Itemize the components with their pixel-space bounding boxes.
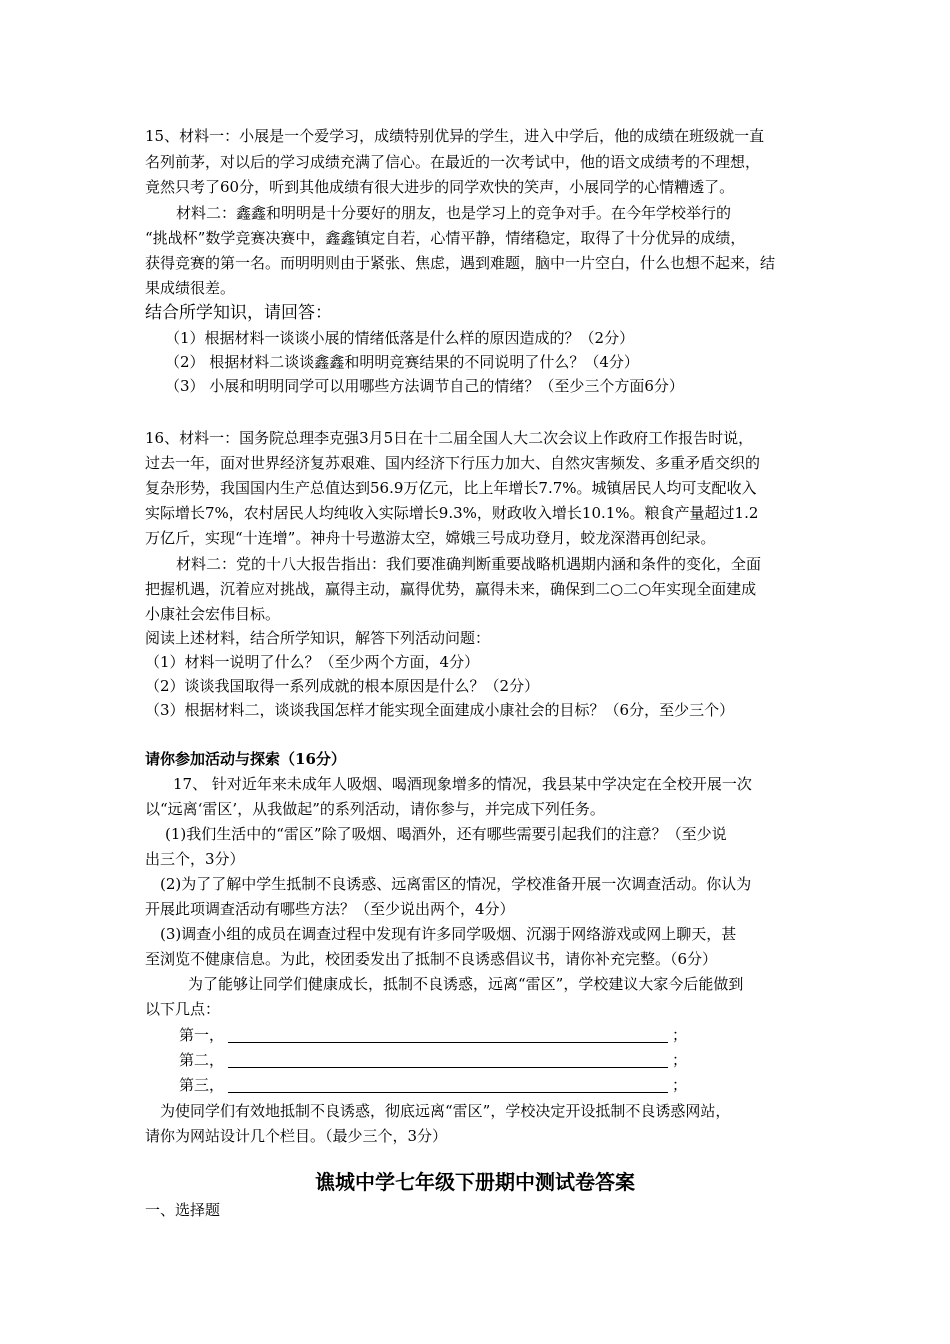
q16-sub1: （1）材料一说明了什么？（至少两个方面，4分） [145, 653, 480, 671]
fill-label-second: 第二， [179, 1051, 225, 1069]
fill-label-third: 第三， [179, 1076, 225, 1094]
fill-line-third [179, 1073, 859, 1097]
q17-line2: 以“远离‘雷区’，从我做起”的系列活动，请你参与，并完成下列任务。 [145, 800, 605, 818]
q17-sub2-line1: (2)为了了解中学生抵制不良诱惑、远离雷区的情况，学校准备开展一次调查活动。你认为 [160, 875, 752, 893]
answer-blank-second[interactable] [228, 1051, 668, 1068]
q16-material1-line2: 过去一年，面对世界经济复苏艰难、国内经济下行压力加大、自然灾害频发、多重矛盾交织的 [145, 454, 761, 472]
q16-material1-line1: 16、材料一：国务院总理李克强3月5日在十二届全国人大二次会议上作政府工作报告时说， [145, 429, 754, 447]
q17-sub4-line1: 为使同学们有效地抵制不良诱惑，彻底远离“雷区”，学校决定开设抵制不良诱惑网站， [160, 1102, 731, 1120]
q16-material1-line5: 万亿斤，实现“十连增”。神舟十号遨游太空，嫦娥三号成功登月，蛟龙深潜再创纪录。 [145, 529, 716, 547]
q16-material2-line2: 把握机遇，沉着应对挑战，赢得主动，赢得优势，赢得未来，确保到二○二○年实现全面建成 [145, 580, 757, 598]
q15-sub2: （2） 根据材料二谈谈鑫鑫和明明竞赛结果的不同说明了什么？（4分） [165, 353, 639, 371]
q16-material1-line3: 复杂形势，我国国内生产总值达到56.9万亿元，比上年增长7.7%。城镇居民人均可支配收入 [145, 479, 757, 497]
fill-label-first: 第一， [179, 1026, 225, 1044]
q17-sub1-line2: 出三个，3分） [145, 850, 245, 868]
q15-material2-line1: 材料二：鑫鑫和明明是十分要好的朋友，也是学习上的竞争对手。在今年学校举行的 [176, 204, 732, 222]
q16-material1-line4: 实际增长7%，农村居民人均纯收入实际增长9.3%，财政收入增长10.1%。粮食产量超过1.2 [145, 504, 759, 522]
q15-material2-line4: 果成绩很差。 [145, 279, 236, 297]
q16-material2-line1: 材料二：党的十八大报告指出：我们要准确判断重要战略机遇期内涵和条件的变化，全面 [176, 555, 762, 573]
q17-sub3-line4: 以下几点： [145, 1000, 221, 1018]
q17-sub3-line2: 至浏览不健康信息。为此，校团委发出了抵制不良诱惑倡议书，请你补充完整。（6分） [145, 950, 718, 968]
q16-sub2: （2）谈谈我国取得一系列成就的根本原因是什么？（2分） [145, 677, 540, 695]
q17-sub2-line2: 开展此项调查活动有哪些方法？（至少说出两个，4分） [145, 900, 515, 918]
fill-line-first [179, 1023, 859, 1047]
q15-sub3: （3） 小展和明明同学可以用哪些方法调节自己的情绪？（至少三个方面6分） [165, 377, 684, 395]
section-heading: 请你参加活动与探索（16分） [145, 750, 346, 768]
fill-end-first: ； [672, 1026, 688, 1044]
q15-material1-line3: 竟然只考了60分，听到其他成绩有很大进步的同学欢快的笑声，小展同学的心情糟透了。 [145, 178, 735, 196]
q15-prompt: 结合所学知识，请回答： [145, 303, 332, 323]
q15-material1-line1: 15、材料一：小展是一个爱学习，成绩特别优异的学生，进入中学后，他的成绩在班级就一直 [145, 127, 765, 145]
q15-material1-line2: 名列前茅，对以后的学习成绩充满了信心。在最近的一次考试中，他的语文成绩考的不理想， [145, 153, 761, 171]
q16-sub3: （3）根据材料二，谈谈我国怎样才能实现全面建成小康社会的目标？（6分，至少三个） [145, 701, 735, 719]
q16-prompt: 阅读上述材料，结合所学知识，解答下列活动问题： [145, 629, 491, 647]
answer-section-heading: 一、选择题 [145, 1201, 221, 1219]
q17-sub4-line2: 请你为网站设计几个栏目。（最少三个，3分） [145, 1127, 448, 1145]
q17-sub1-line1: (1)我们生活中的“雷区”除了吸烟、喝酒外，还有哪些需要引起我们的注意？（至少说 [165, 825, 727, 843]
answer-blank-first[interactable] [228, 1026, 668, 1043]
q17-line1: 17、 针对近年来未成年人吸烟、喝酒现象增多的情况，我县某中学决定在全校开展一次 [173, 775, 752, 793]
fill-end-third: ； [672, 1076, 688, 1094]
fill-end-second: ； [672, 1051, 688, 1069]
q15-material2-line2: “挑战杯”数学竞赛决赛中，鑫鑫镇定自若，心情平静，情绪稳定，取得了十分优异的成绩， [145, 229, 746, 247]
q17-sub3-line3: 为了能够让同学们健康成长，抵制不良诱惑，远离“雷区”，学校建议大家今后能做到 [188, 975, 744, 993]
answer-blank-third[interactable] [228, 1076, 668, 1093]
q17-sub3-line1: (3)调查小组的成员在调查过程中发现有许多同学吸烟、沉溺于网络游戏或网上聊天，甚 [160, 925, 737, 943]
q15-material2-line3: 获得竞赛的第一名。而明明则由于紧张、焦虑，遇到难题，脑中一片空白，什么也想不起来，结 [145, 254, 776, 272]
q16-material2-line3: 小康社会宏伟目标。 [145, 605, 281, 623]
fill-line-second [179, 1048, 859, 1072]
q15-sub1: （1）根据材料一谈谈小展的情绪低落是什么样的原因造成的？（2分） [165, 329, 635, 347]
answer-title: 谯城中学七年级下册期中测试卷答案 [315, 1170, 635, 1194]
